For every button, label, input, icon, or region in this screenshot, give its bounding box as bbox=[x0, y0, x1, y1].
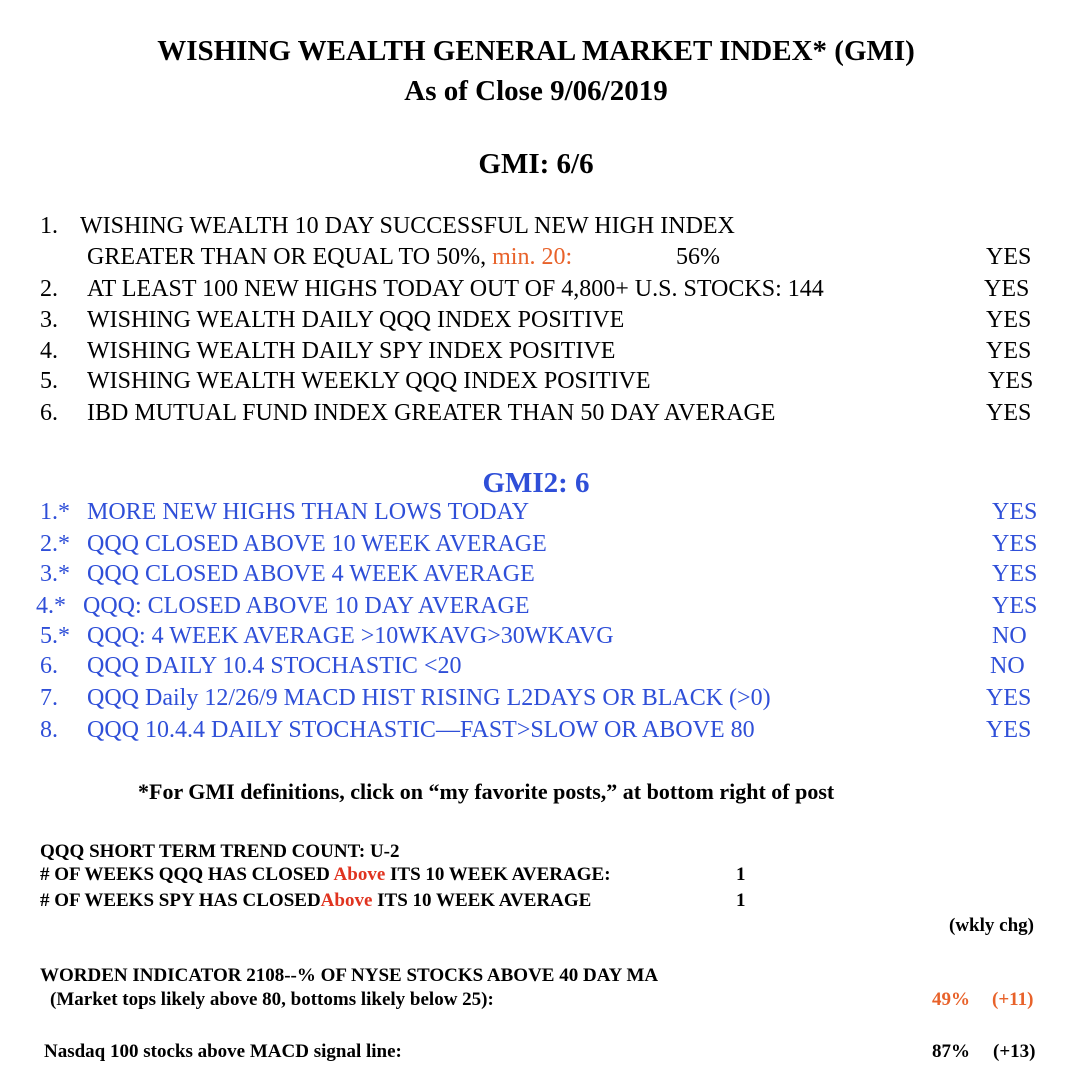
gmi-item-text: WISHING WEALTH WEEKLY QQQ INDEX POSITIVE bbox=[87, 368, 651, 394]
nasdaq-macd-label: Nasdaq 100 stocks above MACD signal line: bbox=[44, 1041, 402, 1062]
gmi-item-min-note: min. 20: bbox=[492, 244, 573, 270]
gmi2-item-result: YES bbox=[986, 717, 1032, 743]
gmi2-item-result: YES bbox=[992, 499, 1038, 525]
gmi-item-num: 4. bbox=[40, 338, 58, 364]
gmi2-item-result: YES bbox=[992, 561, 1038, 587]
short-term-trend-count: QQQ SHORT TERM TREND COUNT: U-2 bbox=[40, 841, 400, 862]
spy-above-word: Above bbox=[320, 890, 373, 911]
gmi-item-text: AT LEAST 100 NEW HIGHS TODAY OUT OF 4,800+ U.S. STOCKS: 144 bbox=[87, 276, 824, 302]
gmi-item-text-line2 bbox=[87, 244, 572, 271]
gmi2-item-num: 8. bbox=[40, 717, 58, 743]
gmi-item-num: 1. bbox=[40, 213, 58, 239]
gmi-item-result: YES bbox=[986, 338, 1032, 364]
gmi2-item-result: NO bbox=[990, 653, 1025, 679]
gmi2-item-num: 6. bbox=[40, 653, 58, 679]
gmi2-item-text: QQQ: CLOSED ABOVE 10 DAY AVERAGE bbox=[83, 593, 530, 619]
gmi-item-result: YES bbox=[986, 307, 1032, 333]
nasdaq-macd-change: (+13) bbox=[993, 1041, 1036, 1062]
gmi2-item-num: 1.* bbox=[40, 499, 70, 525]
gmi-item-result: YES bbox=[986, 244, 1032, 270]
gmi-item-num: 2. bbox=[40, 276, 58, 302]
gmi2-item-num: 5.* bbox=[40, 623, 70, 649]
qqq-weeks-value: 1 bbox=[736, 864, 746, 885]
gmi-item-result: YES bbox=[984, 276, 1030, 302]
gmi-item-text: WISHING WEALTH DAILY SPY INDEX POSITIVE bbox=[87, 338, 616, 364]
worden-indicator-change: (+11) bbox=[992, 989, 1034, 1010]
weekly-change-header: (wkly chg) bbox=[949, 915, 1034, 936]
qqq-weeks-label-end: ITS 10 WEEK AVERAGE: bbox=[390, 864, 611, 885]
gmi-definitions-footnote: *For GMI definitions, click on “my favorite posts,” at bottom right of post bbox=[138, 779, 835, 804]
worden-indicator-note: (Market tops likely above 80, bottoms likely below 25): bbox=[50, 989, 494, 1010]
gmi2-item-result: YES bbox=[992, 593, 1038, 619]
gmi-item-result: YES bbox=[988, 368, 1034, 394]
gmi2-item-text: QQQ 10.4.4 DAILY STOCHASTIC—FAST>SLOW OR ABOVE 80 bbox=[87, 717, 755, 743]
gmi2-item-text: QQQ CLOSED ABOVE 10 WEEK AVERAGE bbox=[87, 531, 547, 557]
spy-weeks-above-line bbox=[40, 890, 591, 912]
gmi2-item-result: YES bbox=[986, 685, 1032, 711]
gmi2-item-text: MORE NEW HIGHS THAN LOWS TODAY bbox=[87, 499, 530, 525]
gmi-item-text2: GREATER THAN OR EQUAL TO 50%, bbox=[87, 244, 487, 270]
spy-weeks-value: 1 bbox=[736, 890, 746, 911]
gmi-item-num: 3. bbox=[40, 307, 58, 333]
worden-indicator-title: WORDEN INDICATOR 2108--% OF NYSE STOCKS ABOVE 40 DAY MA bbox=[40, 965, 659, 986]
gmi2-item-text: QQQ Daily 12/26/9 MACD HIST RISING L2DAYS OR BLACK (>0) bbox=[87, 685, 771, 711]
gmi-item-num: 5. bbox=[40, 368, 58, 394]
page-subtitle: As of Close 9/06/2019 bbox=[404, 75, 668, 107]
qqq-above-word: Above bbox=[333, 864, 386, 885]
gmi-item-result: YES bbox=[986, 400, 1032, 426]
gmi2-item-text: QQQ: 4 WEEK AVERAGE >10WKAVG>30WKAVG bbox=[87, 623, 614, 649]
gmi2-item-result: YES bbox=[992, 531, 1038, 557]
gmi2-item-num: 4.* bbox=[36, 593, 66, 619]
worden-indicator-value: 49% bbox=[932, 989, 970, 1010]
gmi2-title: GMI2: 6 bbox=[482, 467, 590, 499]
spy-weeks-label-end: ITS 10 WEEK AVERAGE bbox=[377, 890, 592, 911]
spy-weeks-label: # OF WEEKS SPY HAS CLOSED bbox=[40, 890, 321, 911]
gmi2-item-num: 2.* bbox=[40, 531, 70, 557]
page-title: WISHING WEALTH GENERAL MARKET INDEX* (GMI) bbox=[157, 35, 915, 67]
gmi-item-num: 6. bbox=[40, 400, 58, 426]
qqq-weeks-label: # OF WEEKS QQQ HAS CLOSED bbox=[40, 864, 330, 885]
gmi-item-value: 56% bbox=[676, 244, 720, 270]
gmi2-item-text: QQQ CLOSED ABOVE 4 WEEK AVERAGE bbox=[87, 561, 535, 587]
gmi-item-text: WISHING WEALTH DAILY QQQ INDEX POSITIVE bbox=[87, 307, 625, 333]
gmi2-item-text: QQQ DAILY 10.4 STOCHASTIC <20 bbox=[87, 653, 462, 679]
gmi2-item-num: 3.* bbox=[40, 561, 70, 587]
gmi-item-text: IBD MUTUAL FUND INDEX GREATER THAN 50 DAY AVERAGE bbox=[87, 400, 776, 426]
gmi2-item-result: NO bbox=[992, 623, 1027, 649]
qqq-weeks-above-line bbox=[40, 864, 611, 886]
nasdaq-macd-value: 87% bbox=[932, 1041, 970, 1062]
gmi2-item-num: 7. bbox=[40, 685, 58, 711]
gmi-score: GMI: 6/6 bbox=[478, 148, 594, 180]
gmi-item-text: WISHING WEALTH 10 DAY SUCCESSFUL NEW HIGH INDEX bbox=[80, 213, 735, 239]
